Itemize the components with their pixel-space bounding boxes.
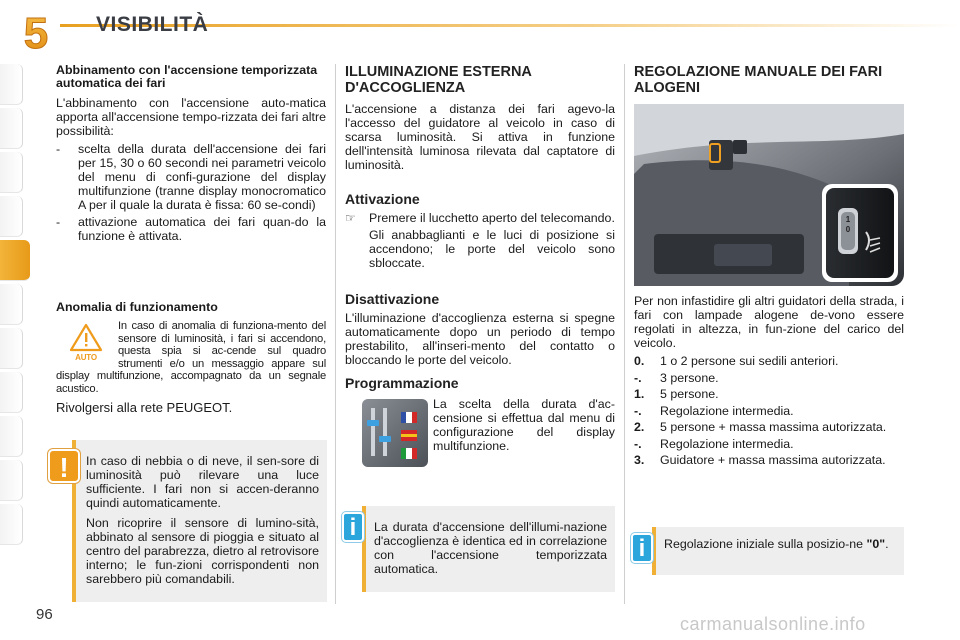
chapter-tab-7[interactable]	[0, 326, 30, 370]
list-item: 3. Guidatore + massa massima autorizzata.	[634, 453, 886, 467]
warning-box	[72, 440, 327, 602]
info-box	[652, 527, 904, 575]
paragraph: L'abbinamento con l'accensione auto-matica apporta all'accensione tempo-rizzata dei fari altre possibilità:	[56, 96, 326, 138]
dash-marker: -	[56, 142, 61, 156]
chapter-tab-9[interactable]	[0, 414, 30, 458]
anomaly-block	[56, 320, 326, 395]
list-item: - scelta della durata dell'accensione dei fari per 15, 30 o 60 secondi nei parametri veicolo del menu di confi-gurazione del display multifunzione (tranne display monocromatico A per il quale la durata è fissa: 60 se-condi)	[56, 142, 326, 212]
chapter-tab-1[interactable]	[0, 62, 30, 106]
watermark: carmanualsonline.info	[680, 614, 866, 634]
section-subtitle: Anomalia di funzionamento	[56, 300, 218, 314]
chapter-tab-10[interactable]	[0, 458, 30, 502]
column-left	[56, 64, 326, 415]
chapter-tab-4[interactable]	[0, 194, 30, 238]
paragraph: Per non infastidire gli altri guidatori della strada, i fari con lampade alogene de-vono essere regolati in altezza, in fun-zione del carico del veicolo.	[634, 294, 904, 350]
list-item: - attivazione automatica dei fari quan-do la funzione è attivata.	[56, 215, 326, 243]
pointing-hand-icon: ☞	[345, 211, 356, 225]
column-divider	[624, 64, 625, 604]
paragraph: L'accensione a distanza dei fari agevo-la l'accesso del guidatore al veicolo in caso di scarsa luminosità. Si attiva in funzione dell'intensità luminosa rilevata dal captatore di luminosità.	[345, 102, 615, 172]
svg-text:AUTO: AUTO	[75, 353, 97, 362]
auto-warning-light-icon	[68, 322, 104, 362]
info-text: La durata d'accensione dell'illumi-nazione d'accoglienza è identica ed in correlazione con l'accensione temporizzata automatica.	[374, 520, 607, 576]
page-number: 96	[36, 606, 53, 623]
chapter-tab-5-active[interactable]	[0, 238, 30, 282]
list-item: -. Regolazione intermedia.	[634, 436, 794, 451]
chapter-tab-6[interactable]	[0, 282, 30, 326]
chapter-tab-8[interactable]	[0, 370, 30, 414]
list-item: 0. 1 o 2 persone sui sedili anteriori.	[634, 354, 839, 368]
settings-menu-icon	[361, 398, 429, 468]
paragraph: Gli anabbaglianti e le luci di posizione si accendono; le porte del veicolo sono sbloccate.	[369, 228, 615, 270]
list-item: 1. 5 persone.	[634, 387, 719, 401]
svg-text:1: 1	[845, 215, 851, 224]
list-item: ☞ Premere il lucchetto aperto del telecomando.	[345, 211, 615, 225]
chapter-tab-11[interactable]	[0, 502, 30, 546]
chapter-tab-2[interactable]	[0, 106, 30, 150]
anomaly-text: In caso di anomalia di funziona-mento del sensore di luminosità, i fari si accendono, questa spia si ac-cende sul quadro strumenti e/o un messaggio appare sul display multifunzione, accompagnato da un segnale acustico.	[56, 320, 326, 395]
dash-marker: -	[56, 215, 61, 229]
chapter-number-badge	[14, 6, 58, 56]
warning-text-1: In caso di nebbia o di neve, il sen-sore di luminosità può rilevare una luce sufficiente. I fari non si accen-deranno quindi automaticamente.	[86, 454, 319, 510]
programming-block	[345, 395, 615, 471]
section-heading: Attivazione	[345, 191, 420, 207]
info-icon: i	[342, 512, 364, 542]
section-heading: Programmazione	[345, 375, 459, 391]
column-right	[634, 64, 904, 470]
column-middle	[345, 64, 615, 471]
info-box	[362, 506, 615, 592]
info-text: Regolazione iniziale sulla posizio-ne "0".	[664, 537, 889, 551]
paragraph: La scelta della durata d'ac-censione si effettua dal menu di configurazione del display multifunzione.	[433, 397, 615, 453]
page-title: VISIBILITÀ	[96, 13, 209, 36]
section-title: ILLUMINAZIONE ESTERNA D'ACCOGLIENZA	[345, 64, 532, 96]
load-position-list	[634, 354, 904, 467]
section-heading: Disattivazione	[345, 291, 440, 307]
list-item: 2. 5 persone + massa massima autorizzata.	[634, 420, 887, 434]
paragraph: L'illuminazione d'accoglienza esterna si spegne automaticamente dopo un periodo di tempo prestabilito, all'inseri-mento del contatto o bloccando le porte del veicolo.	[345, 311, 615, 367]
paragraph: Rivolgersi alla rete PEUGEOT.	[56, 400, 233, 415]
headlamp-adjustment-photo	[634, 104, 904, 286]
column-divider	[335, 64, 336, 604]
section-subtitle: Abbinamento con l'accensione temporizzata automatica dei fari	[56, 63, 318, 90]
warning-icon: !	[48, 449, 80, 483]
list-item: -. Regolazione intermedia.	[634, 403, 794, 418]
warning-text-2: Non ricoprire il sensore di lumino-sità, abbinato al sensore di pioggia e situato al centro del parabrezza, dietro al retrovisore interno; le fun-zioni corrispondenti non sarebbero più comandabili.	[86, 516, 319, 586]
chapter-tab-3[interactable]	[0, 150, 30, 194]
info-icon: i	[631, 533, 653, 563]
section-title: REGOLAZIONE MANUALE DEI FARI ALOGENI	[634, 64, 883, 96]
chapter-number: 5	[23, 9, 49, 56]
chapter-tabs	[0, 62, 30, 546]
list-item: -. 3 persone.	[634, 370, 719, 385]
svg-text:0: 0	[845, 225, 851, 234]
